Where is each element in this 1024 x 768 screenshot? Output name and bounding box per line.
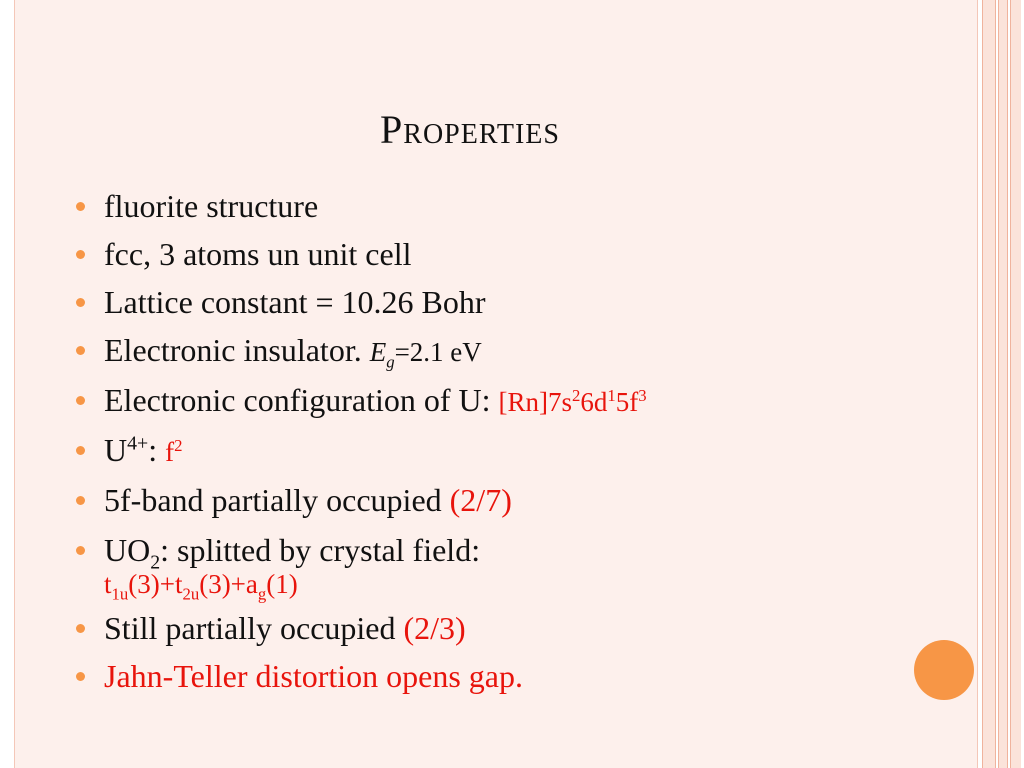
config-part: 6d — [580, 387, 608, 417]
gap-energy-symbol: E — [369, 337, 387, 367]
bullet-dot-icon — [76, 446, 85, 455]
splitting-part: t — [104, 569, 112, 599]
config-sup: 2 — [572, 386, 581, 405]
bullet-text: 5f-band partially occupied — [104, 482, 450, 518]
bullet-text: Electronic configuration of U: — [104, 382, 499, 418]
ion-config: f — [165, 437, 175, 467]
splitting-part: (3)+a — [199, 569, 258, 599]
config-part: 5f — [615, 387, 639, 417]
bullet-item — [76, 376, 936, 426]
bullet-text: fcc, 3 atoms un unit cell — [104, 236, 412, 272]
bullet-item — [76, 426, 936, 476]
bullet-item — [76, 278, 936, 326]
occupancy-fraction: (2/3) — [403, 610, 466, 646]
gap-energy-subscript: g — [386, 352, 395, 372]
bullet-dot-icon — [76, 346, 85, 355]
bullet-dot-icon — [76, 396, 85, 405]
ion-symbol: U — [104, 432, 128, 468]
splitting-sub: 1u — [111, 584, 129, 604]
bullet-dot-icon — [76, 496, 85, 505]
ion-config-sup: 2 — [174, 436, 183, 455]
right-decor-band — [982, 0, 996, 768]
bullet-item — [76, 652, 936, 700]
compound-symbol: UO — [104, 532, 151, 568]
bullet-item — [76, 524, 936, 604]
bullet-dot-icon — [76, 546, 85, 555]
bullet-list — [76, 182, 936, 700]
splitting-part: (1) — [266, 569, 298, 599]
bullet-dot-icon — [76, 250, 85, 259]
bullet-text: Still partially occupied — [104, 610, 404, 646]
right-decor-band — [998, 0, 1008, 768]
config-part: [Rn]7s — [498, 387, 573, 417]
config-sup: 3 — [638, 386, 647, 405]
electron-configuration — [499, 387, 647, 417]
bullet-dot-icon — [76, 298, 85, 307]
bullet-dot-icon — [76, 202, 85, 211]
ion-charge: 4+ — [127, 432, 149, 455]
separator-text: : — [148, 432, 166, 468]
splitting-part: (3)+t — [128, 569, 183, 599]
right-decor-band — [1010, 0, 1021, 768]
bullet-dot-icon — [76, 624, 85, 633]
bullet-text: Jahn-Teller distortion opens gap. — [104, 658, 523, 694]
bullet-text: Electronic insulator. — [104, 332, 370, 368]
occupancy-fraction: (2/7) — [449, 482, 512, 518]
decorative-circle-icon — [914, 640, 974, 700]
splitting-sub: 2u — [182, 584, 200, 604]
bullet-item — [76, 326, 936, 376]
bullet-text: : splitted by crystal field: — [160, 532, 481, 568]
bullet-text: fluorite structure — [104, 188, 319, 224]
bullet-item — [76, 182, 936, 230]
config-sup: 1 — [607, 386, 616, 405]
bullet-dot-icon — [76, 672, 85, 681]
splitting-sub: g — [257, 584, 267, 604]
bullet-item — [76, 604, 936, 652]
bullet-text: Lattice constant = 10.26 Bohr — [104, 284, 486, 320]
bullet-item — [76, 230, 936, 278]
compound-subscript: 2 — [150, 551, 161, 574]
crystal-field-splitting — [104, 568, 936, 604]
slide-title: Properties — [380, 107, 560, 152]
bullet-item — [76, 476, 936, 524]
gap-energy-value: =2.1 eV — [394, 337, 482, 367]
